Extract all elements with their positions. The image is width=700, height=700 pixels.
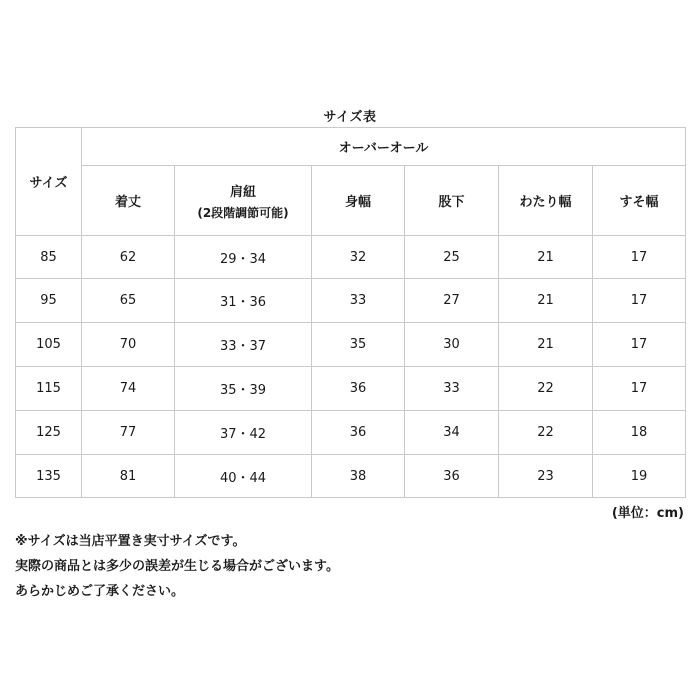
table-cell: 33: [405, 367, 499, 411]
column-header-note: (2段階調節可能): [197, 205, 289, 220]
column-header-label: 肩紐: [229, 184, 256, 200]
table-cell: 62: [82, 236, 175, 279]
table-cell: 21: [499, 323, 593, 367]
table-cell: 36: [312, 411, 405, 455]
table-cell: 21: [499, 279, 593, 323]
table-row: [16, 279, 686, 323]
size-cell: 95: [16, 279, 82, 323]
table-cell: 36: [405, 455, 499, 498]
table-cell: 33: [312, 279, 405, 323]
size-chart-title: サイズ表: [323, 110, 377, 125]
table-row: [16, 411, 686, 455]
size-cell: 115: [16, 367, 82, 411]
table-cell: 35・39: [175, 367, 312, 411]
table-cell: 22: [499, 411, 593, 455]
size-cell: 105: [16, 323, 82, 367]
table-cell: 37・42: [175, 411, 312, 455]
table-cell: 36: [312, 367, 405, 411]
column-header-label: すそ幅: [619, 195, 659, 210]
table-cell: 70: [82, 323, 175, 367]
size-header: サイズ: [16, 128, 82, 236]
table-cell: 22: [499, 367, 593, 411]
notes: [15, 529, 339, 604]
column-header-label: 着丈: [114, 195, 141, 210]
table-row: [16, 367, 686, 411]
table-row: [16, 455, 686, 498]
table-cell: 17: [593, 367, 686, 411]
table-cell: 18: [593, 411, 686, 455]
table-cell: 17: [593, 236, 686, 279]
table-cell: 17: [593, 323, 686, 367]
table-cell: 33・37: [175, 323, 312, 367]
size-cell: 125: [16, 411, 82, 455]
table-cell: 19: [593, 455, 686, 498]
table-cell: 21: [499, 236, 593, 279]
table-cell: 74: [82, 367, 175, 411]
unit-label: (単位：cm): [611, 506, 684, 521]
table-cell: 25: [405, 236, 499, 279]
table-cell: 81: [82, 455, 175, 498]
table-cell: 38: [312, 455, 405, 498]
group-header: オーバーオール: [82, 128, 686, 166]
column-header: [82, 166, 175, 236]
table-cell: 32: [312, 236, 405, 279]
table-cell: 29・34: [175, 236, 312, 279]
column-header: [175, 166, 312, 236]
column-header: [312, 166, 405, 236]
table-row: [16, 236, 686, 279]
column-header-label: わたり幅: [519, 195, 572, 210]
table-cell: 35: [312, 323, 405, 367]
column-header-row: [16, 166, 686, 236]
table-cell: 31・36: [175, 279, 312, 323]
column-header: [405, 166, 499, 236]
table-cell: 34: [405, 411, 499, 455]
size-cell: 85: [16, 236, 82, 279]
table-cell: 77: [82, 411, 175, 455]
size-cell: 135: [16, 455, 82, 498]
table-cell: 30: [405, 323, 499, 367]
column-header-label: 股下: [438, 195, 465, 210]
table-row: [16, 323, 686, 367]
table-cell: 40・44: [175, 455, 312, 498]
column-header-label: 身幅: [344, 195, 371, 210]
note-line: ※サイズは当店平置き実寸サイズです。: [15, 534, 246, 549]
note-line: 実際の商品とは多少の誤差が生じる場合がございます。: [15, 559, 339, 574]
table-cell: 65: [82, 279, 175, 323]
column-header: [593, 166, 686, 236]
note-line: あらかじめご了承ください。: [15, 584, 185, 599]
table-cell: 23: [499, 455, 593, 498]
table-cell: 27: [405, 279, 499, 323]
table-cell: 17: [593, 279, 686, 323]
column-header: [499, 166, 593, 236]
size-table: [15, 127, 686, 498]
